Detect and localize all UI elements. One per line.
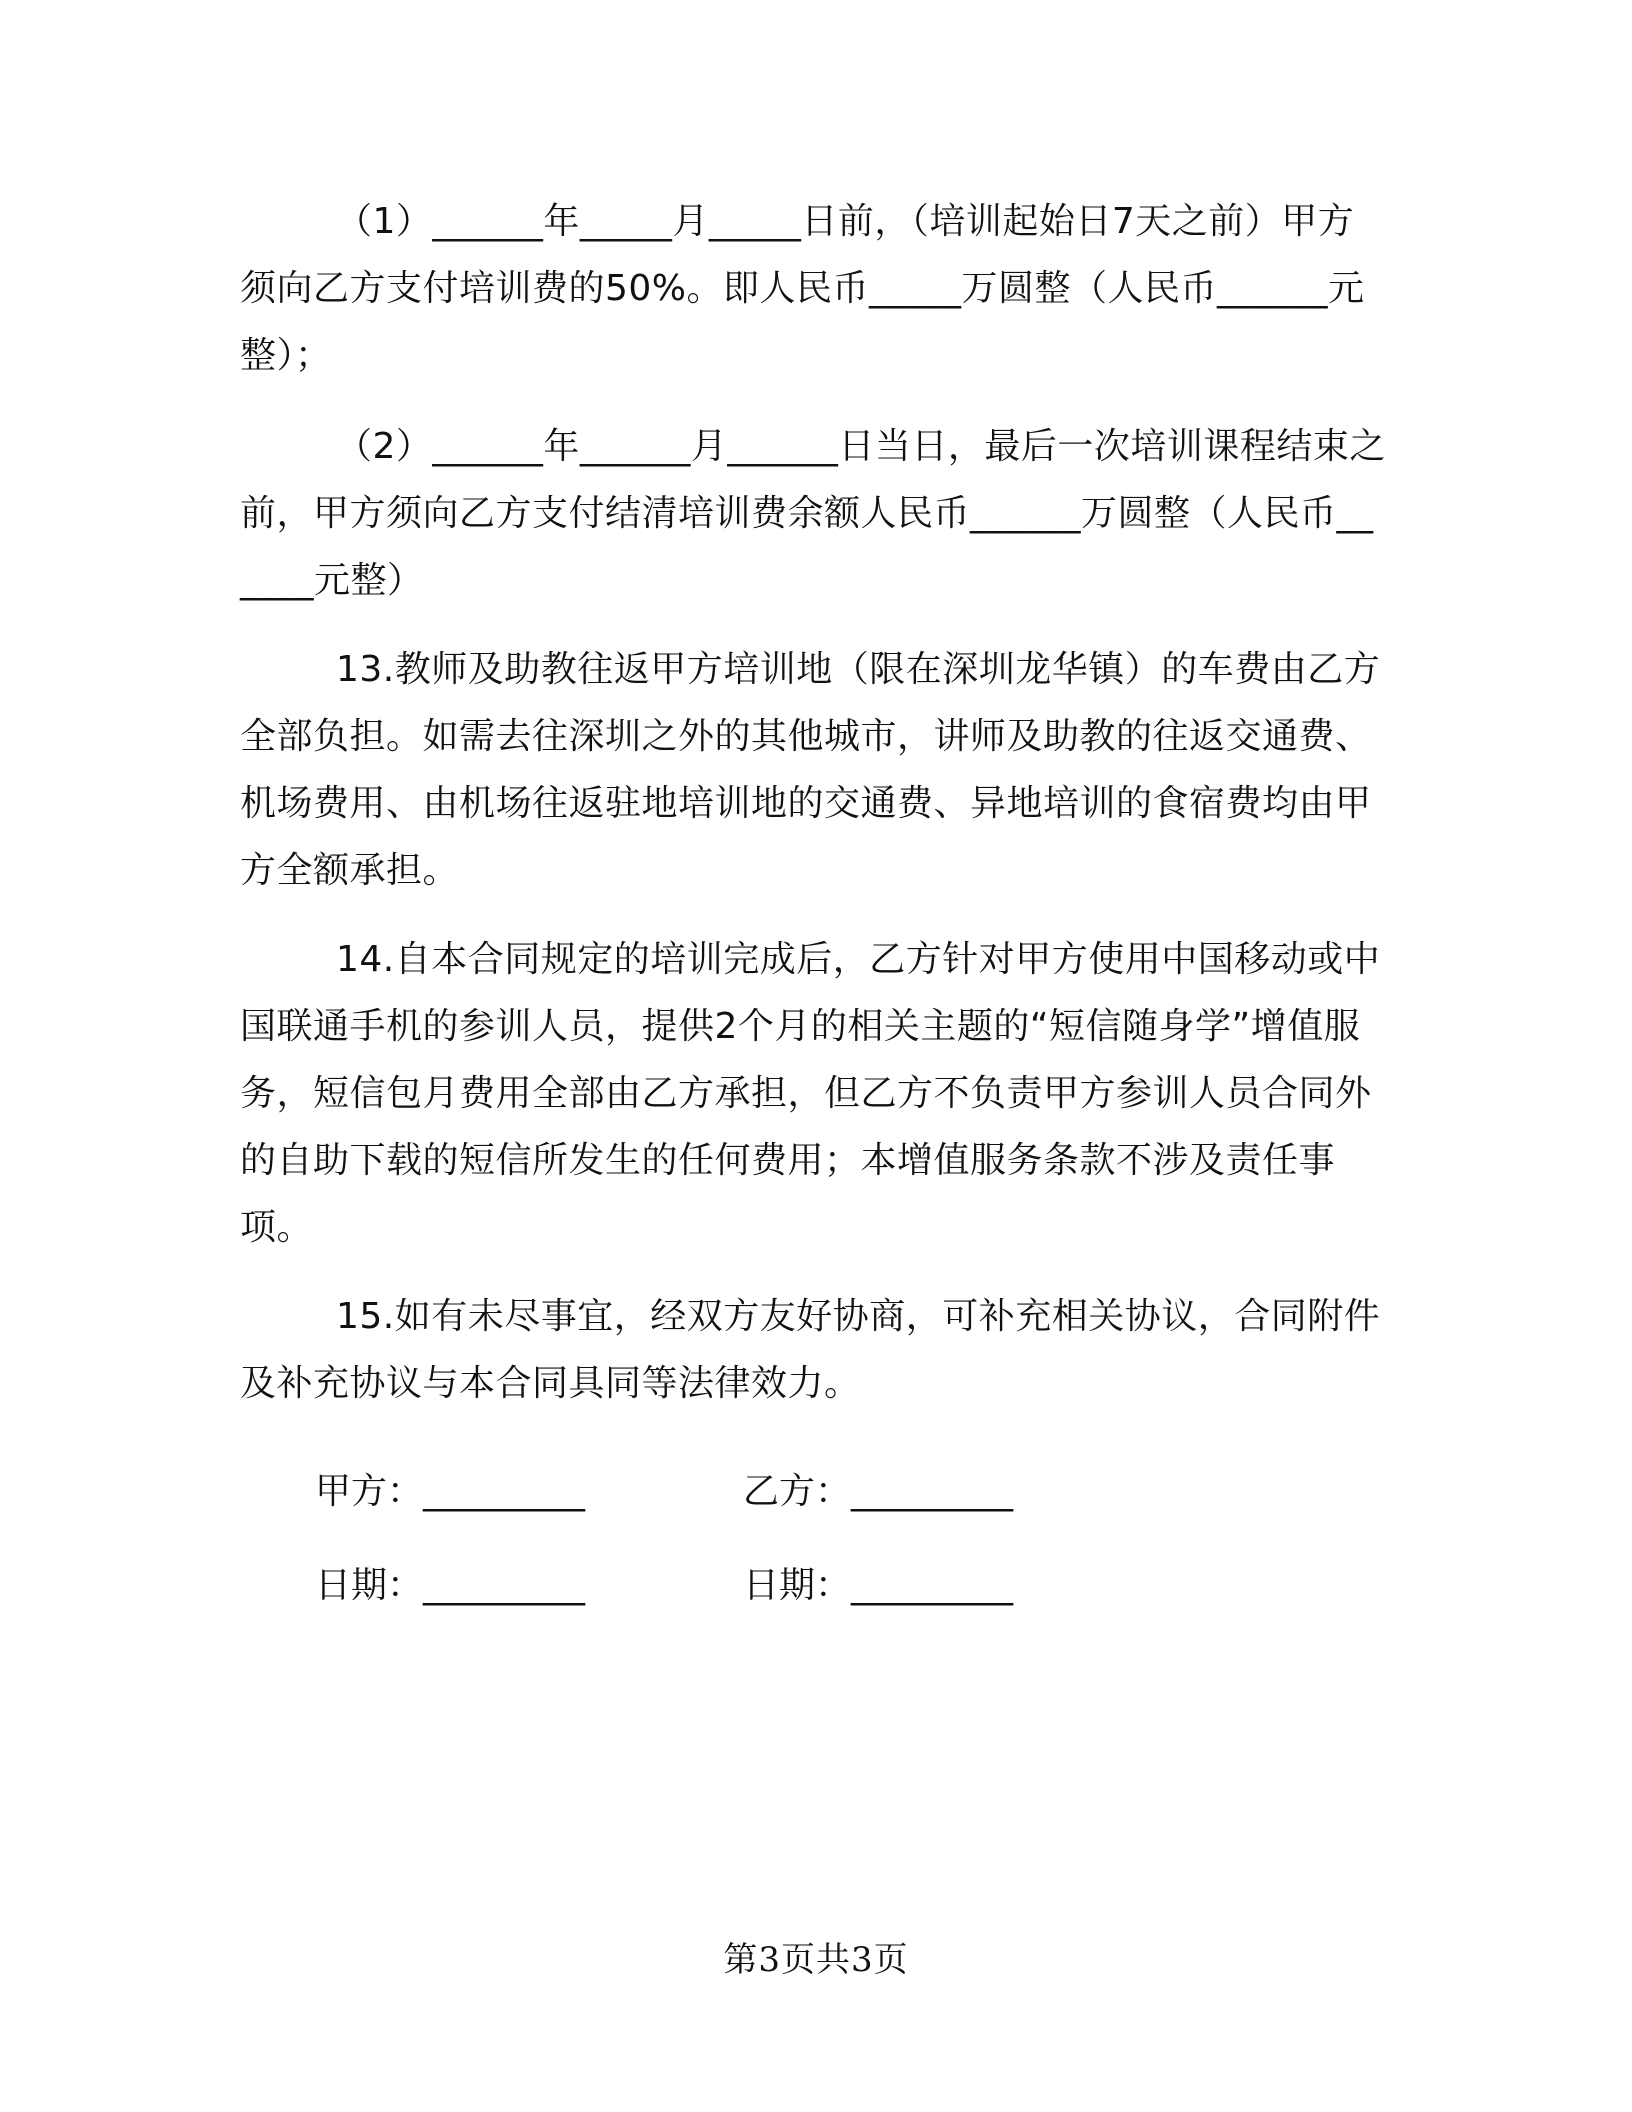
signature-row-dates xyxy=(315,1552,1215,1619)
payment-clause-2: （2）______年______月______日当日，最后一次培训课程结束之前，甲方须向乙方支付结清培训费余额人民币______万圆整（人民币______元整） xyxy=(240,426,1386,601)
party-a-signature: 甲方：_________ xyxy=(315,1471,586,1512)
signature-block xyxy=(315,1458,1215,1646)
clause-14: 14.自本合同规定的培训完成后，乙方针对甲方使用中国移动或中国联通手机的参训人员，提供2个月的相关主题的“短信随身学”增值服务，短信包月费用全部由乙方承担，但乙方不负责甲方参训人员合同外的自助下载的短信所发生的任何费用；本增值服务条款不涉及责任事项。 xyxy=(240,939,1381,1248)
payment-clause-1: （1）______年_____月_____日前，（培训起始日7天之前）甲方须向乙方支付培训费的50%。即人民币_____万圆整（人民币______元整）； xyxy=(240,201,1365,376)
clause-15: 15.如有未尽事宜，经双方友好协商，可补充相关协议，合同附件及补充协议与本合同具同等法律效力。 xyxy=(240,1296,1381,1404)
clause-13: 13.教师及助教往返甲方培训地（限在深圳龙华镇）的车费由乙方全部负担。如需去往深圳之外的其他城市，讲师及助教的往返交通费、机场费用、由机场往返驻地培训地的交通费、异地培训的食宿费均由甲方全额承担。 xyxy=(240,649,1381,891)
document-body xyxy=(240,188,1390,1417)
party-a-date: 日期：_________ xyxy=(315,1565,586,1606)
party-b-signature: 乙方：_________ xyxy=(743,1471,1014,1512)
signature-row-parties xyxy=(315,1458,1215,1525)
party-b-date: 日期：_________ xyxy=(743,1565,1014,1606)
page-footer: 第3页共3页 xyxy=(723,1940,909,1980)
